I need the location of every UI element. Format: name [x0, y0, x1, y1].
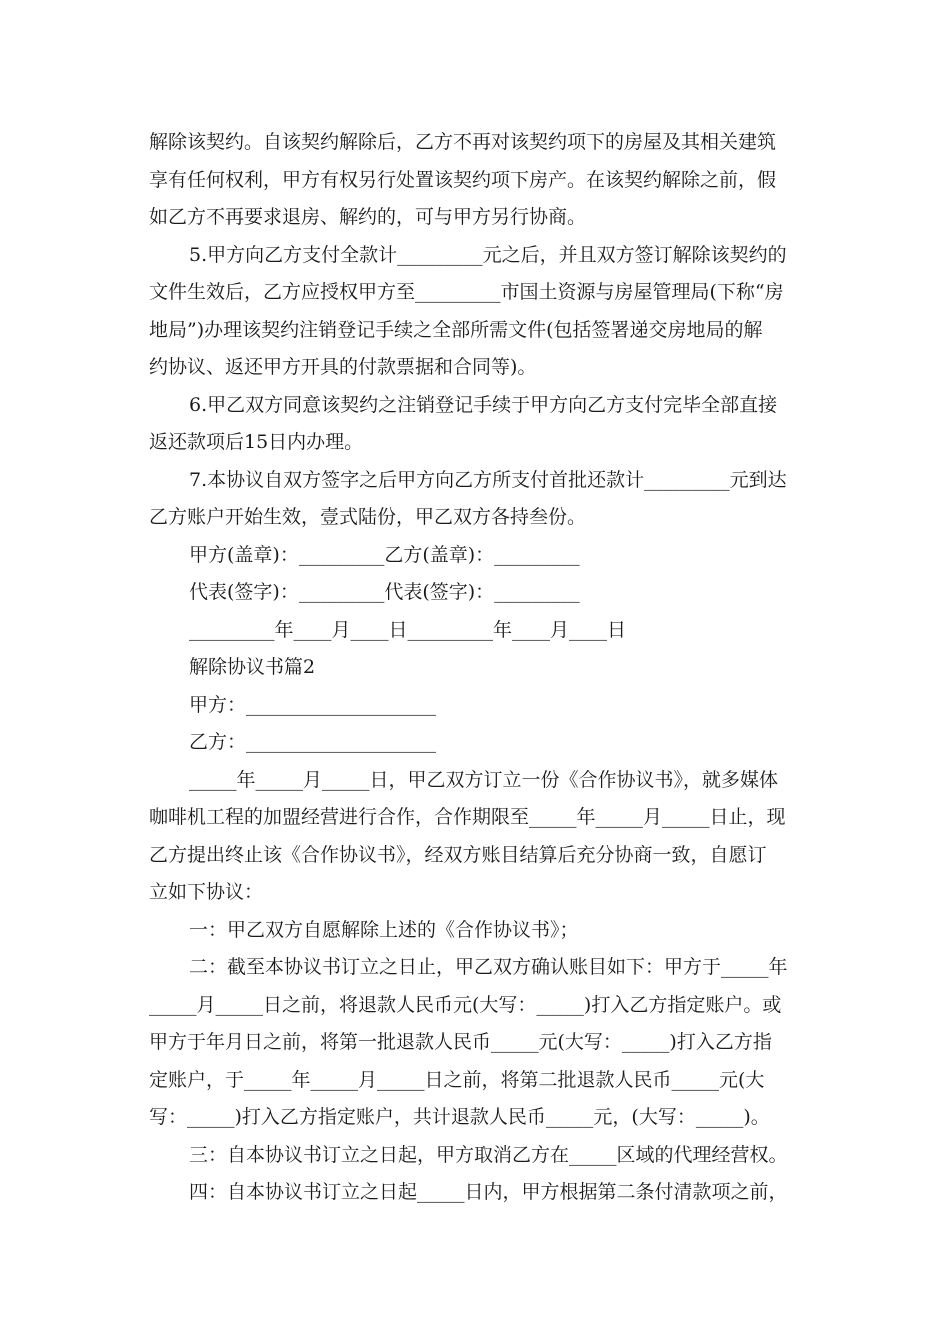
signature-date-line: _________年____月____日_________年____月____日	[189, 618, 627, 641]
clause-one: 一：甲乙双方自愿解除上述的《合作协议书》；	[189, 918, 579, 941]
signature-line-seal: 甲方(盖章)：_________乙方(盖章)：_________	[189, 543, 580, 566]
text-line: 文件生效后，乙方应授权甲方至_________市国土资源与房屋管理局(下称“房	[149, 281, 784, 303]
text-line: _____月_____日之前，将退款人民币元(大写：_____)打入乙方指定账户。或	[149, 993, 782, 1016]
party-b-line: 乙方：____________________	[189, 731, 437, 753]
clause-four: 四：自本协议书订立之日起_____日内，甲方根据第二条付清款项之前，	[189, 1181, 788, 1203]
text-line: _____年_____月_____日，甲乙双方订立一份《合作协议书》，就多媒体	[189, 768, 779, 791]
text-line: 6.甲乙双方同意该契约之注销登记手续于甲方向乙方支付完毕全部直接	[189, 393, 778, 416]
text-line: 7.本协议自双方签字之后甲方向乙方所支付首批还款计_________元到达	[189, 468, 787, 491]
text-line: 约协议、返还甲方开具的付款票据和合同等)。	[149, 356, 537, 378]
text-line: 定账户，于_____年_____月_____日之前，将第二批退款人民币_____元(大	[149, 1068, 765, 1091]
text-line: 地局”)办理该契约注销登记手续之全部所需文件(包括签署递交房地局的解	[149, 318, 763, 341]
text-line: 享有任何权利，甲方有权另行处置该契约项下房产。在该契约解除之前，假	[149, 168, 777, 191]
document-body	[149, 124, 794, 1212]
text-line: 返还款项后15日内办理。	[149, 431, 364, 453]
text-line: 解除该契约。自该契约解除后，乙方不再对该契约项下的房屋及其相关建筑	[149, 131, 777, 153]
text-line: 5.甲方向乙方支付全款计_________元之后，并且双方签订解除该契约的	[189, 243, 787, 266]
clause-two: 二：截至本协议书订立之日止，甲乙双方确认账目如下：甲方于_____年	[189, 956, 788, 978]
party-a-line: 甲方：____________________	[189, 693, 437, 716]
clause-three: 三：自本协议书订立之日起，甲方取消乙方在_____区域的代理经营权。	[189, 1143, 788, 1166]
signature-line-representative: 代表(签字)：_________代表(签字)：_________	[189, 581, 580, 603]
text-line: 咖啡机工程的加盟经营进行合作，合作期限至_____年_____月_____日止，现	[149, 806, 786, 828]
section-heading: 解除协议书篇2	[189, 656, 316, 678]
text-line: 乙方提出终止该《合作协议书》，经双方账目结算后充分协商一致，自愿订	[149, 843, 767, 866]
text-line: 乙方账户开始生效，壹式陆份，甲乙双方各持叁份。	[149, 506, 587, 528]
text-line: 如乙方不再要求退房、解约的，可与甲方另行协商。	[149, 206, 587, 228]
text-line: 甲方于年月日之前，将第一批退款人民币_____元(大写：_____)打入乙方指	[149, 1031, 772, 1053]
text-line: 写：_____)打入乙方指定账户，共计退款人民币_____元，(大写：_____)。	[149, 1106, 770, 1128]
text-line: 立如下协议：	[149, 881, 264, 903]
